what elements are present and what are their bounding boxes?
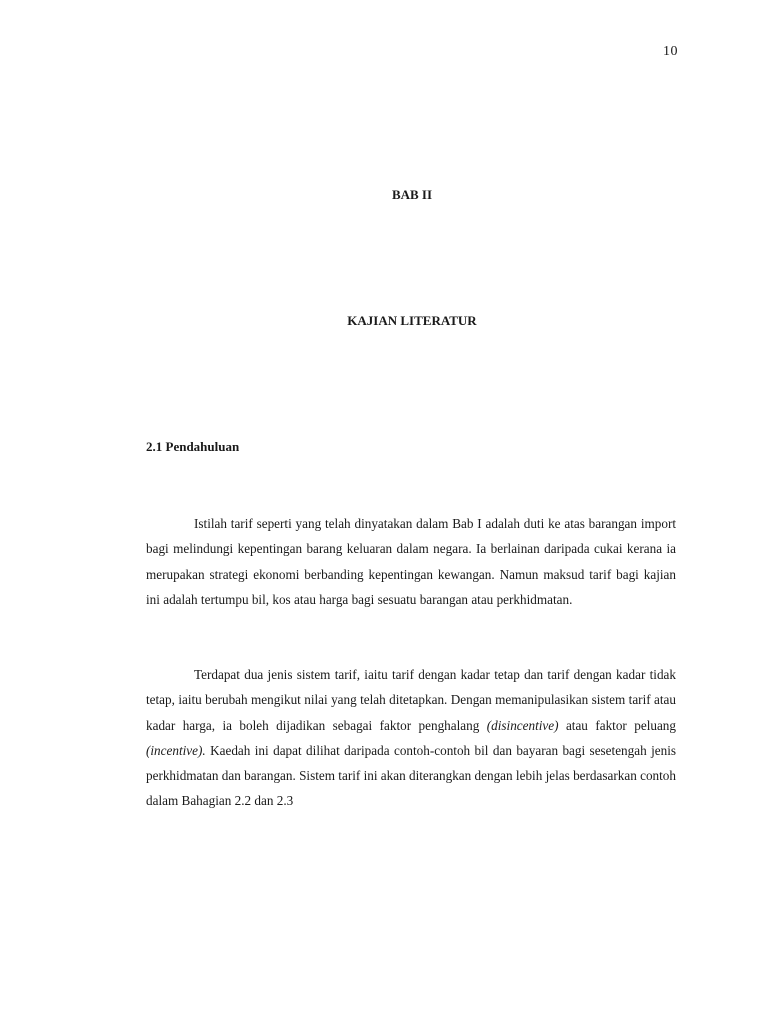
page-number: 10 — [663, 44, 678, 59]
section-heading: 2.1 Pendahuluan — [146, 439, 240, 454]
italic-term-incentive: (incentive). — [146, 742, 206, 758]
paragraph-intro: Istilah tarif seperti yang telah dinyatakan dalam Bab I adalah duti ke atas barangan import bagi melindungi kepentingan barang keluaran dalam negara. Ia berlainan daripada cukai kerana ia merupakan strategi ekonomi berbanding kepentingan kewangan. Namun maksud tarif bagi kajian ini adalah tertumpu bil, kos atau harga bagi sesuatu barangan atau perkhidmatan. — [146, 516, 676, 607]
italic-term-disincentive: (disincentive) — [486, 717, 559, 733]
paragraph-text-part: Terdapat dua jenis sistem tarif, iaitu tarif dengan kadar tetap dan tarif dengan kadar tidak tetap, iaitu berubah mengikut nilai yang telah ditetapkan. Dengan memanipulasikan sistem tarif atau kadar harga, ia boleh dijadikan sebagai faktor penghalang — [146, 667, 676, 733]
paragraph-text-part: Kaedah ini dapat dilihat daripada contoh-contoh bil dan bayaran bagi sesetengah jenis perkhidmatan dan barangan. Sistem tarif ini akan diterangkan dengan lebih jelas berdasarkan contoh dalam Bahagian 2.2 dan 2.3 — [146, 742, 676, 809]
chapter-title: BAB II — [391, 187, 433, 202]
paragraph-tariff-types — [146, 662, 676, 814]
paragraph-text-part: atau faktor peluang — [558, 717, 676, 733]
chapter-subtitle: KAJIAN LITERATUR — [347, 313, 477, 328]
